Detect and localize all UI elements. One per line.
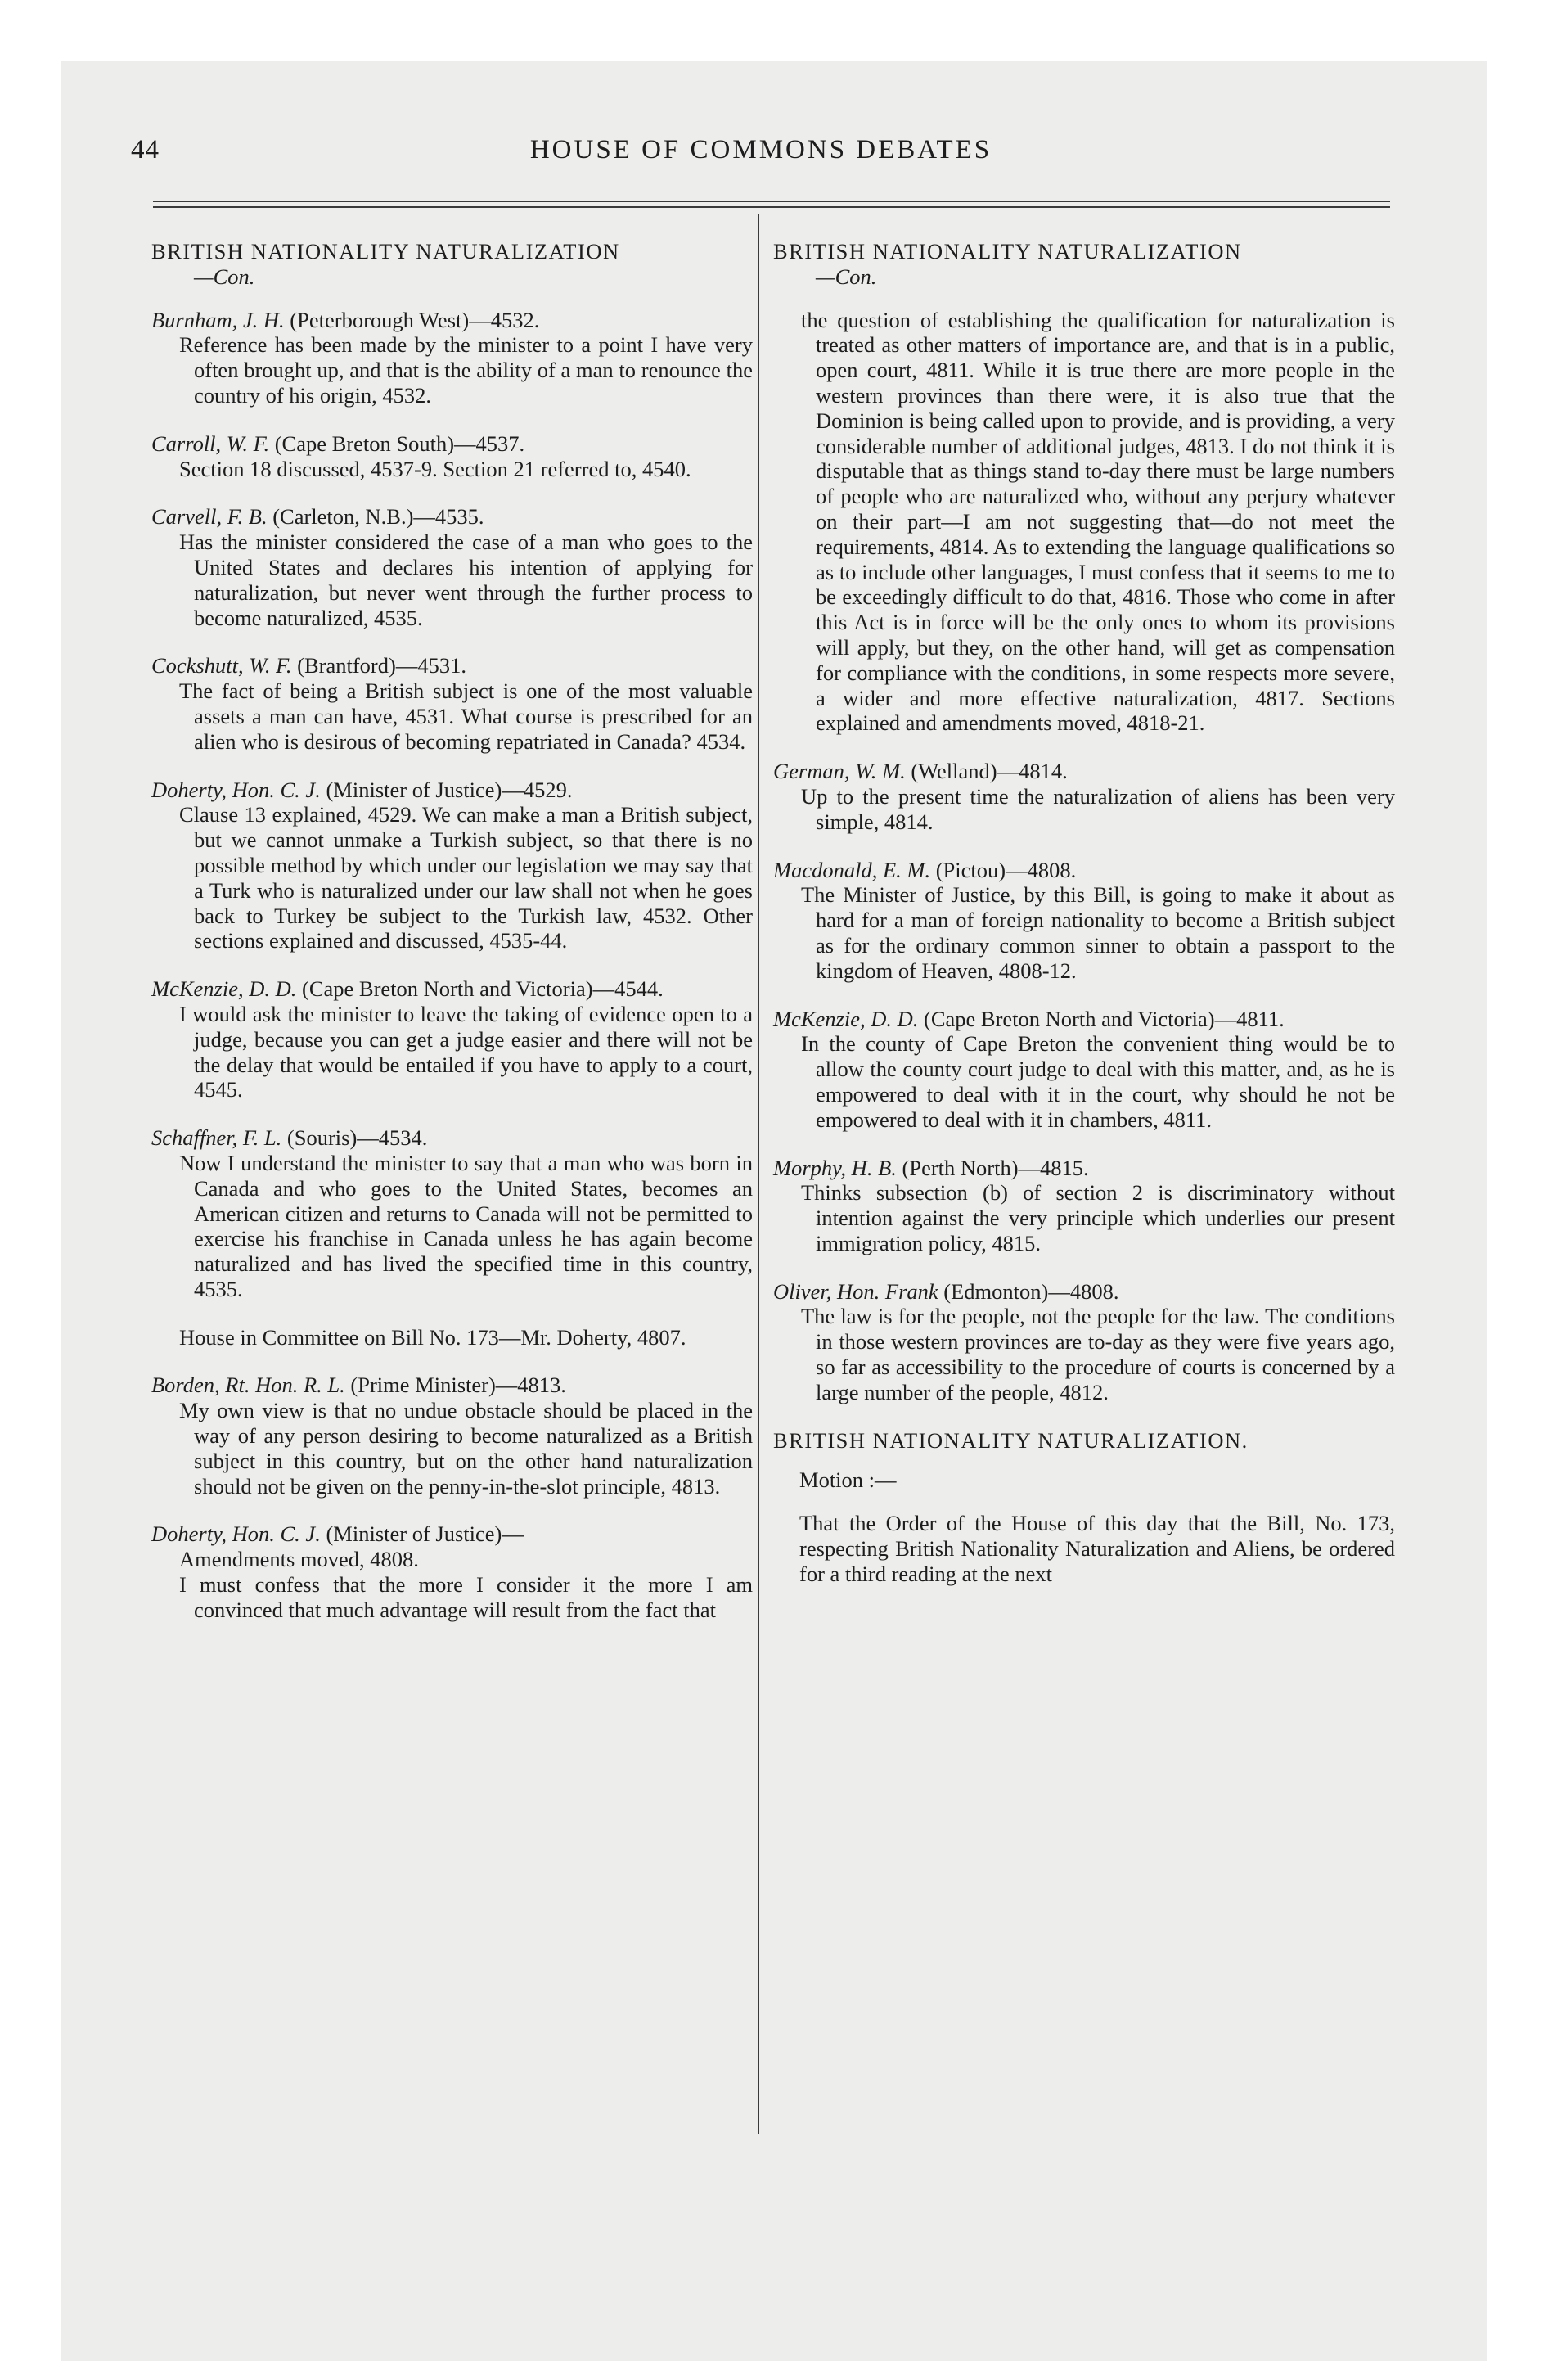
- speaker-summary: Reference has been made by the minister to a point I have very often brought up, and that is the ability of a man to renounce the country of his origin, 4532.: [179, 332, 753, 408]
- section-continued: —Con.: [194, 264, 255, 289]
- house-committee-text: House in Committee on Bill No. 173—Mr. Doherty, 4807.: [179, 1324, 686, 1350]
- speaker-line: [151, 1521, 753, 1547]
- section-continued: —Con.: [816, 264, 877, 289]
- motion-text: That the Order of the House of this day that the Bill, No. 173, respecting British Nationality Naturalization and Aliens, be ordered for a third reading at the next: [799, 1511, 1395, 1586]
- speaker-line: [151, 653, 753, 678]
- committee-note: [151, 1325, 753, 1350]
- speaker-summary: I would ask the minister to leave the taking of evidence open to a judge, because you can get a judge easier and there will not be the delay that would be entailed if you have to apply to a court, 4545.: [179, 1001, 753, 1102]
- section-title: BRITISH NATIONALITY NATURALIZATION: [151, 239, 620, 264]
- speaker-summary: The fact of being a British subject is one of the most valuable assets a man can have, 4531. What course is prescribed for an alien who is desirous of becoming repatriated in Canada? 4534.: [179, 678, 753, 754]
- speaker-line: [151, 431, 753, 457]
- speaker-line: [773, 1007, 1395, 1032]
- speaker-line: [151, 504, 753, 530]
- speaker-constituency: (Cape Breton South)—4537.: [274, 430, 525, 456]
- speaker-constituency: (Pictou)—4808.: [935, 857, 1077, 882]
- speaker-entry: [151, 1373, 753, 1499]
- speaker-entry: [151, 1125, 753, 1302]
- speaker-summary: Thinks subsection (b) of section 2 is discriminatory without intention against the very principle which underlies our present immigration policy, 4815.: [801, 1180, 1395, 1255]
- speaker-subline: Amendments moved, 4808.: [179, 1547, 419, 1572]
- speaker-entry: [151, 653, 753, 754]
- speaker-entry: [773, 1156, 1395, 1256]
- speaker-summary: The Minister of Justice, by this Bill, is going to make it about as hard for a man of foreign nationality to become a British subject as for the ordinary common sinner to obtain a passport to the kingdom of Heaven, 4808-12.: [801, 882, 1395, 983]
- speaker-line: [151, 308, 753, 333]
- speaker-name: Carroll, W. F.: [151, 430, 270, 456]
- speaker-entry: [773, 1279, 1395, 1405]
- column-divider: [758, 214, 759, 2134]
- motion-label: Motion :—: [799, 1467, 897, 1493]
- speaker-line: [151, 1373, 753, 1398]
- speaker-summary: Up to the present time the naturalization of aliens has been very simple, 4814.: [801, 783, 1395, 834]
- running-title: HOUSE OF COMMONS DEBATES: [529, 135, 992, 165]
- speaker-line: [773, 1279, 1395, 1305]
- speaker-constituency: (Souris)—4534.: [286, 1125, 428, 1151]
- header-rule: [153, 206, 1390, 208]
- speaker-summary: In the county of Cape Breton the convenient thing would be to allow the county court judge to deal with this matter, and, as he is empowered to deal with it in the court, why should he not be empowered to deal with it in chambers, 4811.: [801, 1031, 1395, 1132]
- page-number: 44: [131, 135, 160, 165]
- speaker-entry: [151, 308, 753, 408]
- speaker-entry: [151, 431, 753, 482]
- speaker-entry: [773, 1007, 1395, 1133]
- speaker-line: [151, 1125, 753, 1151]
- speaker-summary: The law is for the people, not the people for the law. The conditions in those western provinces are to-day as they were five years ago, so far as accessibility to the procedure of courts is concerned by a large number of the people, 4812.: [801, 1304, 1395, 1404]
- speaker-constituency: (Welland)—4814.: [911, 759, 1068, 784]
- speaker-summary: Clause 13 explained, 4529. We can make a man a British subject, but we cannot unmake a Turkish subject, so that there is no possible method by which under our legislation we may say that a Turk who is naturalized under our law shall not when he goes back to Turkey be subject to the Turkish law, 4532. Other sections explained and discussed, 4535-44.: [179, 802, 753, 953]
- speaker-summary: Section 18 discussed, 4537-9. Section 21 referred to, 4540.: [179, 456, 691, 481]
- speaker-summary: My own view is that no undue obstacle should be placed in the way of any person desiring to become naturalized as a British subject in this country, but on the other hand naturalization should not be given on the penny-in-the-slot principle, 4813.: [179, 1398, 753, 1499]
- section-title-motion: BRITISH NATIONALITY NATURALIZATION.: [773, 1427, 1249, 1453]
- continued-summary: the question of establishing the qualification for naturalization is treated as other matters of importance are, and that is in a public, open court, 4811. While it is true there are more people in the western provinces than there were, it is also true that the Dominion is being called upon to provide, and is providing, a very considerable number of additional judges, 4813. I do not think it is disputable that as things stand to-day there must be large numbers of people who are naturalized who, without any perjury whatever on their part—I am not suggesting that—do not meet the requirements, 4814. As to extending the language qualifications so as to include other languages, I must confess that it seems to me to be exceedingly difficult to do that, 4816. Those who come in after this Act is in force will be the only ones to whom its provisions will apply, but they, on the other hand, will get as compensation for compliance with the conditions, in some respects more severe, a wider and more effective naturalization, 4817. Sections explained and amendments moved, 4818-21.: [801, 307, 1395, 736]
- speaker-constituency: (Prime Minister)—4813.: [350, 1373, 566, 1398]
- speaker-constituency: (Cape Breton North and Victoria)—4811.: [924, 1006, 1285, 1031]
- speaker-constituency: (Carleton, N.B.)—4535.: [272, 504, 484, 530]
- page-header: [131, 135, 1391, 176]
- speaker-entry: [151, 976, 753, 1102]
- speaker-name: Oliver, Hon. Frank: [773, 1278, 938, 1304]
- speaker-name: Borden, Rt. Hon. R. L.: [151, 1373, 345, 1398]
- speaker-constituency: (Peterborough West)—4532.: [290, 307, 540, 332]
- speaker-name: McKenzie, D. D.: [151, 976, 297, 1002]
- speaker-name: Carvell, F. B.: [151, 504, 268, 530]
- speaker-name: Cockshutt, W. F.: [151, 653, 292, 678]
- speaker-constituency: (Brantford)—4531.: [297, 653, 466, 678]
- speaker-constituency: (Cape Breton North and Victoria)—4544.: [302, 976, 664, 1002]
- left-column: [151, 239, 753, 1646]
- speaker-name: Doherty, Hon. C. J.: [151, 1521, 321, 1547]
- speaker-entry: [773, 759, 1395, 834]
- right-column: [773, 239, 1395, 1587]
- speaker-line: [773, 858, 1395, 883]
- speaker-name: Burnham, J. H.: [151, 307, 285, 332]
- speaker-line: [151, 778, 753, 803]
- speaker-name: German, W. M.: [773, 759, 906, 784]
- speaker-entry: [773, 858, 1395, 984]
- speaker-entry: [151, 504, 753, 630]
- speaker-summary: I must confess that the more I consider it the more I am convinced that much advantage will result from the fact that: [179, 1572, 753, 1622]
- speaker-summary: Has the minister considered the case of a man who goes to the United States and declares his intention of applying for naturalization, but never went through the further process to become naturalized, 4535.: [179, 530, 753, 630]
- speaker-constituency: (Edmonton)—4808.: [943, 1278, 1119, 1304]
- header-rule: [153, 201, 1390, 202]
- speaker-name: Doherty, Hon. C. J.: [151, 777, 321, 802]
- speaker-name: Morphy, H. B.: [773, 1155, 897, 1180]
- speaker-line: [773, 759, 1395, 784]
- speaker-entry: [151, 1521, 753, 1622]
- speaker-constituency: (Minister of Justice)—4529.: [326, 777, 573, 802]
- speaker-line: [773, 1156, 1395, 1181]
- speaker-summary: Now I understand the minister to say that a man who was born in Canada and who goes to the United States, becomes an American citizen and returns to Canada will not be permitted to exercise his franchise in Canada unless he has again become naturalized and has lived the specified time in this country, 4535.: [179, 1150, 753, 1301]
- speaker-name: McKenzie, D. D.: [773, 1006, 919, 1031]
- continuation-entry: [773, 308, 1395, 737]
- section-title: BRITISH NATIONALITY NATURALIZATION: [773, 239, 1242, 264]
- speaker-constituency: (Minister of Justice)—: [326, 1521, 524, 1547]
- speaker-name: Schaffner, F. L.: [151, 1125, 282, 1151]
- speaker-line: [151, 976, 753, 1002]
- speaker-entry: [151, 778, 753, 954]
- speaker-name: Macdonald, E. M.: [773, 857, 931, 882]
- speaker-constituency: (Perth North)—4815.: [902, 1155, 1089, 1180]
